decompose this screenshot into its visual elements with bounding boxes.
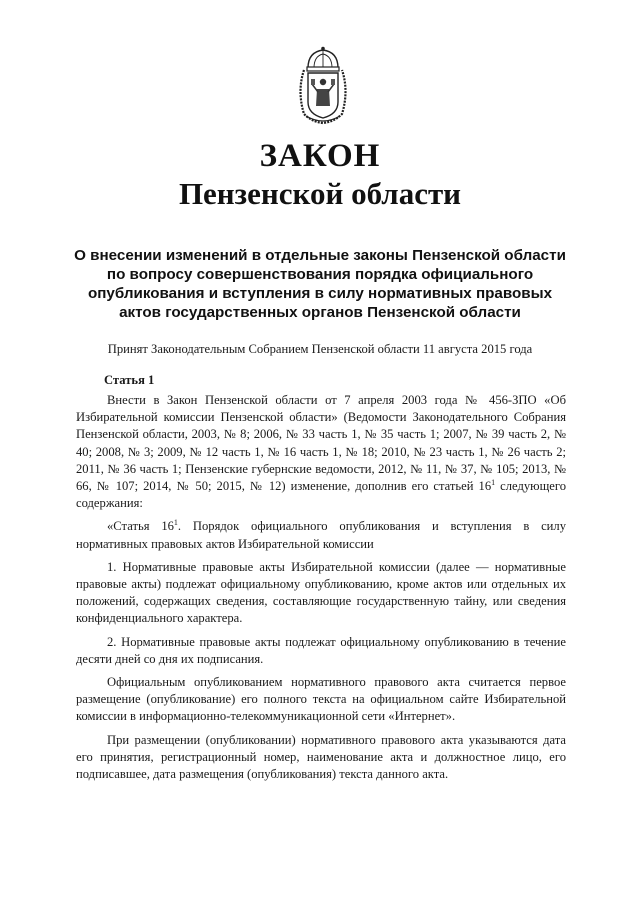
law-heading-line: актов государственных органов Пензенской области — [119, 304, 521, 321]
article-title: Статья 1 — [104, 373, 155, 387]
body-paragraph: При размещении (опубликовании) нормативного правового акта указываются дата его принятия, регистрационный номер, наименование акта и должностное лицо, его подписавшее, дата размещения (опубликования) текста данного акта. — [76, 732, 566, 782]
quote-superscript: 1 — [173, 518, 178, 528]
body-paragraph: 1. Нормативные правовые акты Избирательной комиссии (далее — нормативные правовые акты) подлежат официальному опубликованию, кроме актов или отдельных их положений, содержащих сведения, составляющие государственную тайну, или сведения конфиденциального характера. — [76, 559, 566, 626]
article-body — [76, 392, 566, 789]
law-heading-line: по вопросу совершенствования порядка официального — [106, 266, 534, 283]
quote-text-end: . Порядок официального опубликования и вступления в силу нормативных правовых актов Избирательной комиссии — [76, 519, 567, 551]
intro-text-end: следующего содержания: — [76, 479, 567, 511]
quote-text: «Статья 16 — [107, 519, 174, 534]
law-heading-line: опубликования и вступления в силу нормативных правовых — [87, 285, 553, 302]
coat-of-arms-emblem — [294, 46, 352, 126]
intro-paragraph — [76, 392, 566, 512]
intro-text: Внести в Закон Пензенской области от 7 апреля 2003 года № 456-ЗПО «Об Избирательной комиссии Пензенской области» (Ведомости Законодательного Собрания Пензенской области, 2003, № 8; 2006, № 33 часть 1, № 35 часть 1; 2007, № 39 часть 2, № 40; 2008, № 3; 2009, № 12 часть 1, № 16 часть 1, № 18; 2010, № 23 часть 1, № 26 часть 2; 2011, № 36 часть 1; Пензенские губернские ведомости, 2012, № 11, № 37, № 105; 2013, № 66, № 107; 2014, № 50; 2015, № 12) изменение, дополнив его статьей 16 — [76, 393, 566, 494]
law-heading-line: О внесении изменений в отдельные законы Пензенской области — [74, 247, 566, 264]
document-region: Пензенской области — [178, 176, 462, 211]
body-paragraph: 2. Нормативные правовые акты подлежат официальному опубликованию в течение десяти дней со дня их подписания. — [76, 634, 566, 666]
intro-superscript: 1 — [491, 477, 496, 487]
law-heading — [66, 246, 574, 322]
document-title: ЗАКОН — [259, 138, 381, 174]
body-paragraph: Официальным опубликованием нормативного правового акта считается первое размещение (опубликование) его полного текста на официальном сайте Избирательной комиссии в информационно-телекоммуникационной сети «Интернет». — [76, 675, 566, 724]
quoted-article-title — [76, 518, 566, 552]
adoption-note: Принят Законодательным Собранием Пензенской области 11 августа 2015 года — [107, 342, 533, 356]
